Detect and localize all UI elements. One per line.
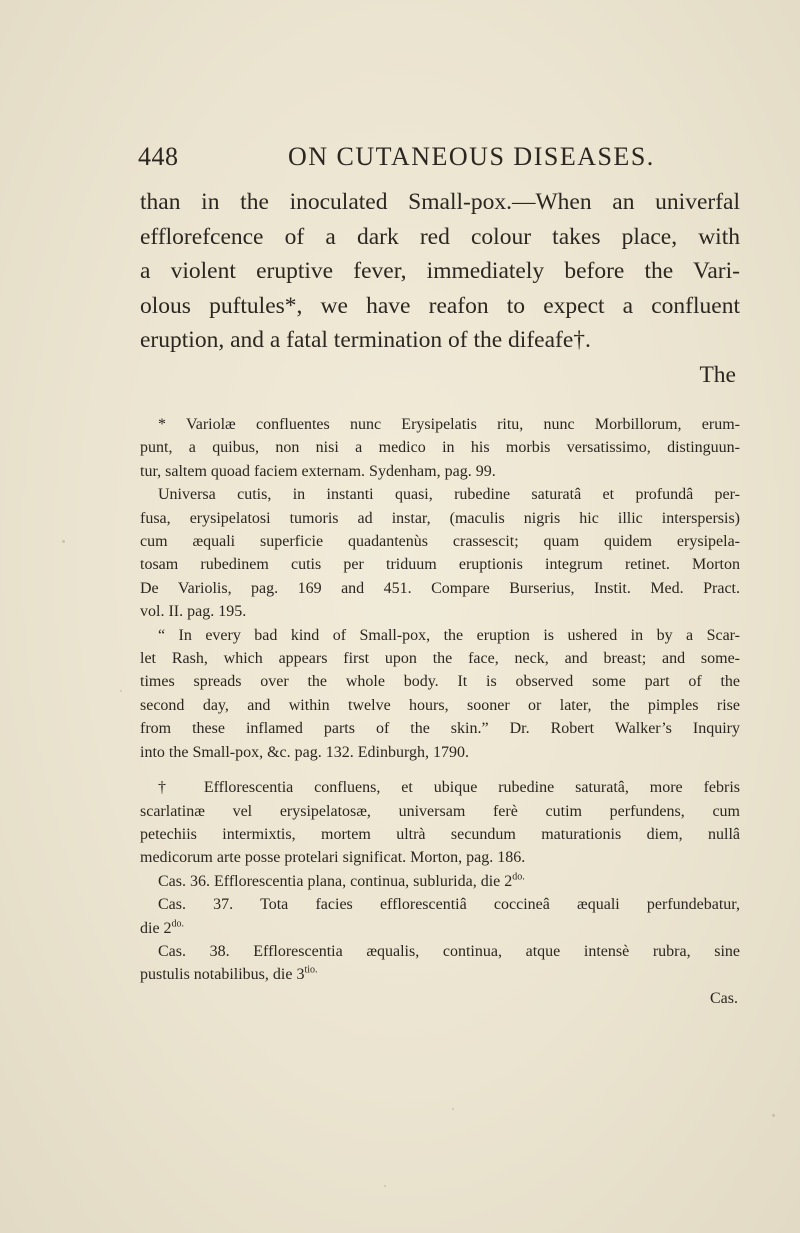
text-line: olous puftules*, we have reafon to expect a confluent [140, 292, 740, 319]
catchword: Cas. [710, 989, 738, 1007]
footnotes [140, 413, 740, 1010]
main-text [140, 185, 740, 392]
footnote-line: punt, a quibus, non nisi a medico in his morbis versatissimo, distinguun- [140, 439, 740, 457]
footnote-line: tosam rubedinem cutis per triduum eruptionis integrum retinet. Morton [140, 556, 740, 574]
superscript: do. [512, 871, 525, 883]
text-line: than in the inoculated Small-pox.—When an univerfal [140, 189, 740, 215]
footnote-line: second day, and within twelve hours, sooner or later, the pimples rise [140, 696, 740, 714]
footnote-line: † Efflorescentia confluens, et ubique rubedine saturatâ, more febris [158, 779, 740, 797]
superscript: do. [171, 918, 185, 930]
footnote-line: medicorum arte posse protelari significat. Morton, pag. 186. [140, 849, 526, 867]
paper-speck [62, 540, 65, 543]
footnote-line: * Variolæ confluentes nunc Erysipelatis ritu, nunc Morbillorum, erum- [158, 416, 740, 433]
running-head [138, 142, 738, 182]
text-line: efflorefcence of a dark red colour takes place, with [140, 223, 740, 250]
text-line: a violent eruptive fever, immediately before the Vari- [140, 258, 740, 284]
page-title: ON CUTANEOUS DISEASES. [288, 142, 655, 171]
footnote-line-cas38-day [140, 963, 740, 986]
footnote-line: into the Small-pox, &c. pag. 132. Edinburgh, 1790. [140, 743, 470, 761]
footnote-line: scarlatinæ vel erysipelatosæ, universam ferè cutim perfundens, cum [140, 802, 740, 820]
footnote-efflorescentia [140, 776, 740, 1010]
footnote-line-cas37-day [140, 917, 740, 940]
footnote-line: petechiis intermixtis, mortem ultrà secundum maturationis diem, nullâ [140, 825, 740, 843]
catchword: The [699, 361, 736, 388]
paper-speck [772, 1114, 775, 1117]
footnote-line: Cas. 38. Efflorescentia æqualis, continua, atque intensè rubra, sine [158, 942, 740, 960]
paper-speck [120, 690, 122, 692]
footnote-line: Cas. 37. Tota facies efflorescentiâ coccineâ æquali perfundebatur, [158, 896, 740, 914]
text-line: eruption, and a fatal termination of the difeafe†. [140, 327, 591, 353]
footnote-line: from these inflamed parts of the skin.” Dr. Robert Walker’s Inquiry [140, 720, 740, 738]
footnote-line: fusa, erysipelatosi tumoris ad instar, (maculis nigris hic illic interspersis) [140, 509, 740, 527]
footnote-text: pustulis notabilibus, die 3 [140, 966, 305, 984]
superscript: tio. [304, 965, 318, 977]
paper-speck [452, 1108, 454, 1110]
footnote-text: die 2 [140, 919, 172, 937]
footnote-variolae [140, 413, 740, 764]
footnote-line: times spreads over the whole body. It is observed some part of the [140, 673, 740, 691]
footnote-line: cum æquali superficie quadantenùs crassescit; quam quidem erysipela- [140, 533, 740, 551]
footnote-line: vol. II. pag. 195. [140, 603, 247, 621]
footnote-spacer [140, 764, 740, 776]
footnote-line: tur, saltem quoad faciem externam. Sydenham, pag. 99. [140, 462, 496, 480]
footnote-line: “ In every bad kind of Small-pox, the eruption is ushered in by a Scar- [158, 626, 740, 644]
footnote-line-cas36 [140, 870, 740, 893]
footnote-line: De Variolis, pag. 169 and 451. Compare Burserius, Instit. Med. Pract. [140, 579, 740, 597]
footnote-text: Cas. 36. Efflorescentia plana, continua, sublurida, die 2 [158, 872, 513, 890]
footnote-line: Universa cutis, in instanti quasi, rubedine saturatâ et profundâ per- [158, 486, 740, 504]
footnote-line: let Rash, which appears first upon the face, neck, and breast; and some- [140, 650, 740, 668]
paper-speck [384, 1185, 386, 1187]
page-number: 448 [138, 142, 179, 171]
